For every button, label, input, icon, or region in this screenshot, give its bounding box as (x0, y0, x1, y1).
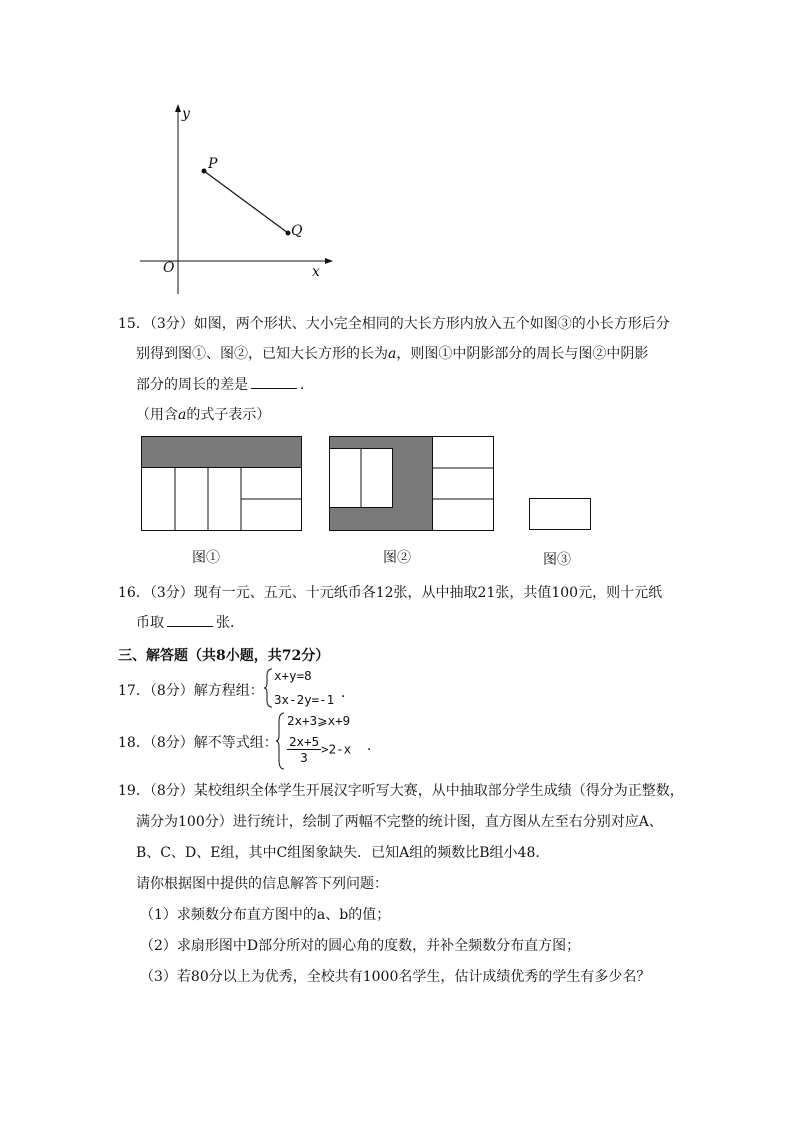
fraction: $\frac{2x+5}{3}$ (289, 734, 320, 765)
point-q (286, 231, 291, 236)
fig2-caption: 图② (383, 550, 411, 566)
q17-brace (264, 668, 274, 708)
q18-end: ． (367, 738, 381, 754)
point-q-label: Q (291, 223, 303, 239)
q19-line2: 满分为100分）进行统计，绘制了两幅不完整的统计图，直方图从左至右分别对应A、 (136, 814, 663, 830)
point-p-label: P (208, 156, 218, 172)
q15-line1: 15．（3分）如图，两个形状、大小完全相同的大长方形内放入五个如图③的小长方形后分 (118, 316, 670, 332)
q16-line1: 16．（3分）现有一元、五元、十元纸币各12张，从中抽取21张，共值100元，则十元纸 (118, 585, 663, 601)
answer-blank (167, 614, 213, 627)
q19-line1: 19．（8分）某校组织全体学生开展汉字听写大赛，从中抽取部分学生成绩（得分为正整数， (118, 783, 684, 799)
q17-eq2: 3x-2y=-1 (274, 692, 335, 707)
origin-label: O (163, 260, 175, 276)
q15-line4: （用含a的式子表示） (136, 407, 271, 423)
q19-item1: （1）求频数分布直方图中的a、b的值； (140, 907, 391, 923)
x-axis-arrow (325, 258, 333, 264)
y-axis-label: y (182, 106, 190, 122)
q18-brace (276, 712, 286, 770)
q18-prefix: 18．（8分）解不等式组： (118, 735, 278, 751)
q19-line3: B、C、D、E组，其中C组图象缺失．已知A组的频数比B组小48． (136, 845, 550, 861)
q17-prefix: 17．（8分）解方程组： (118, 683, 264, 699)
q18-ineq1: 2x+3⩾x+9 (287, 713, 351, 728)
figure-2 (329, 436, 495, 532)
figure-3 (529, 498, 593, 532)
section-heading: 三、解答题（共8小题，共72分） (118, 648, 330, 664)
q17-eq1: x+y=8 (274, 668, 312, 683)
figure-1 (141, 436, 303, 532)
segment-pq (204, 171, 288, 233)
q15-line2: 别得到图①、图②，已知大长方形的长为a，则图①中阴影部分的周长与图②中阴影 (136, 346, 649, 362)
q19-item2: （2）求扇形图中D部分所对的圆心角的度数，并补全频数分布直方图； (140, 938, 581, 954)
answer-blank (251, 376, 297, 389)
q19-line4: 请你根据图中提供的信息解答下列问题： (136, 876, 388, 892)
fig1-caption: 图① (192, 550, 220, 566)
point-p (202, 169, 207, 174)
fig3-caption: 图③ (543, 552, 571, 568)
q15-line3: 部分的周长的差是 ． (136, 377, 314, 393)
y-axis-arrow (175, 104, 181, 112)
q17-end: ． (341, 685, 355, 701)
q18-ineq2: $\frac{2x+5}{3}$ >2-x (289, 734, 352, 765)
q16-line2: 币取 张． (136, 615, 244, 631)
x-axis-label: x (312, 264, 320, 280)
q19-item3: （3）若80分以上为优秀，全校共有1000名学生，估计成绩优秀的学生有多少名？ (140, 969, 651, 985)
